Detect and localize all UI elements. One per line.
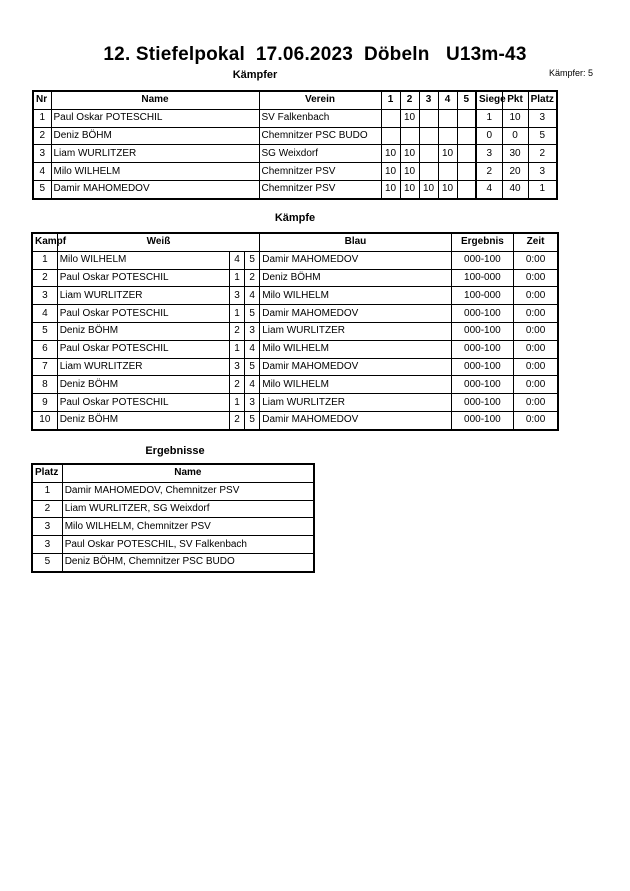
fighter-score-2: 10 <box>400 163 419 181</box>
bout-blau: Milo WILHELM <box>260 287 451 305</box>
bout-weiss: Liam WURLITZER <box>57 287 229 305</box>
col-verein: Verein <box>259 91 381 109</box>
fighter-platz: 1 <box>528 180 557 198</box>
bout-blau-nr: 3 <box>245 394 260 412</box>
col-k2: 2 <box>400 91 419 109</box>
bout-blau: Liam WURLITZER <box>260 322 451 340</box>
fighter-score-5 <box>457 163 476 181</box>
fighter-score-1: 10 <box>381 145 400 163</box>
col-result-platz: Platz <box>32 464 62 482</box>
fighter-nr: 4 <box>33 163 51 181</box>
fighter-score-1 <box>381 127 400 145</box>
fighter-score-4 <box>438 127 457 145</box>
fighter-name: Milo WILHELM <box>51 163 259 181</box>
table-row <box>33 109 557 127</box>
table-row <box>32 518 314 536</box>
bouts-heading: Kämpfe <box>274 212 316 224</box>
bout-weiss: Paul Oskar POTESCHIL <box>57 269 229 287</box>
bout-blau: Damir MAHOMEDOV <box>260 251 451 269</box>
bout-blau-nr: 4 <box>245 376 260 394</box>
table-row <box>32 269 558 287</box>
bout-nr: 10 <box>32 411 57 429</box>
bout-nr: 1 <box>32 251 57 269</box>
bout-blau: Damir MAHOMEDOV <box>260 358 451 376</box>
fighter-name: Paul Oskar POTESCHIL <box>51 109 259 127</box>
bouts-table <box>31 232 559 431</box>
result-platz: 3 <box>32 518 62 536</box>
bout-blau-nr: 5 <box>245 251 260 269</box>
fighter-score-4: 10 <box>438 145 457 163</box>
fighter-score-2: 10 <box>400 180 419 198</box>
bout-blau: Damir MAHOMEDOV <box>260 411 451 429</box>
bout-nr: 8 <box>32 376 57 394</box>
col-siege: Siege <box>476 91 502 109</box>
result-name: Paul Oskar POTESCHIL, SV Falkenbach <box>62 536 314 554</box>
fighter-score-2: 10 <box>400 109 419 127</box>
bout-blau-nr: 3 <box>245 322 260 340</box>
results-table <box>31 463 315 573</box>
bout-zeit: 0:00 <box>514 305 558 323</box>
bout-ergebnis: 100-000 <box>451 287 513 305</box>
bout-weiss: Deniz BÖHM <box>57 322 229 340</box>
bout-nr: 9 <box>32 394 57 412</box>
bout-blau-nr: 5 <box>245 305 260 323</box>
fighter-pkt: 20 <box>502 163 528 181</box>
fighter-score-5 <box>457 127 476 145</box>
bout-weiss-nr: 3 <box>229 358 244 376</box>
bout-nr: 6 <box>32 340 57 358</box>
fighter-score-3 <box>419 127 438 145</box>
bout-blau: Deniz BÖHM <box>260 269 451 287</box>
table-row <box>33 127 557 145</box>
fighter-verein: SV Falkenbach <box>259 109 381 127</box>
fighter-verein: Chemnitzer PSC BUDO <box>259 127 381 145</box>
table-row <box>32 376 558 394</box>
bout-zeit: 0:00 <box>514 394 558 412</box>
bout-weiss-nr: 1 <box>229 394 244 412</box>
fighter-score-3 <box>419 145 438 163</box>
bout-weiss-nr: 2 <box>229 411 244 429</box>
bout-blau-nr: 2 <box>245 269 260 287</box>
bout-weiss-nr: 1 <box>229 269 244 287</box>
bout-zeit: 0:00 <box>514 251 558 269</box>
table-row <box>32 358 558 376</box>
table-row <box>32 411 558 429</box>
fighter-siege: 0 <box>476 127 502 145</box>
bout-nr: 5 <box>32 322 57 340</box>
fighter-score-5 <box>457 180 476 198</box>
bout-blau-nr: 5 <box>245 411 260 429</box>
bout-ergebnis: 000-100 <box>451 340 513 358</box>
result-platz: 3 <box>32 536 62 554</box>
fighter-score-3 <box>419 109 438 127</box>
page-title: 12. Stiefelpokal 17.06.2023 Döbeln U13m-43 <box>103 44 527 65</box>
bout-nr: 2 <box>32 269 57 287</box>
table-row <box>32 482 314 500</box>
bout-weiss: Paul Oskar POTESCHIL <box>57 394 229 412</box>
bout-weiss: Deniz BÖHM <box>57 411 229 429</box>
fighter-verein: SG Weixdorf <box>259 145 381 163</box>
bout-ergebnis: 000-100 <box>451 376 513 394</box>
table-row <box>33 163 557 181</box>
fighter-pkt: 10 <box>502 109 528 127</box>
fighter-verein: Chemnitzer PSV <box>259 180 381 198</box>
fighter-name: Damir MAHOMEDOV <box>51 180 259 198</box>
result-name: Damir MAHOMEDOV, Chemnitzer PSV <box>62 482 314 500</box>
fighter-nr: 1 <box>33 109 51 127</box>
fighter-verein: Chemnitzer PSV <box>259 163 381 181</box>
fighter-name: Deniz BÖHM <box>51 127 259 145</box>
fighter-nr: 3 <box>33 145 51 163</box>
fighter-nr: 5 <box>33 180 51 198</box>
fighter-score-1: 10 <box>381 163 400 181</box>
fighter-score-3 <box>419 163 438 181</box>
result-platz: 1 <box>32 482 62 500</box>
fighter-siege: 4 <box>476 180 502 198</box>
result-name: Deniz BÖHM, Chemnitzer PSC BUDO <box>62 553 314 571</box>
bout-weiss: Deniz BÖHM <box>57 376 229 394</box>
bout-weiss: Paul Oskar POTESCHIL <box>57 305 229 323</box>
bout-blau-nr: 4 <box>245 340 260 358</box>
table-row <box>32 553 314 571</box>
bout-ergebnis: 000-100 <box>451 358 513 376</box>
table-row <box>32 394 558 412</box>
bout-blau-nr: 4 <box>245 287 260 305</box>
col-ergebnis: Ergebnis <box>451 233 513 251</box>
fighters-header-row <box>33 91 557 109</box>
result-name: Liam WURLITZER, SG Weixdorf <box>62 500 314 518</box>
table-row <box>32 536 314 554</box>
col-weiss: Weiß <box>57 233 260 251</box>
result-name: Milo WILHELM, Chemnitzer PSV <box>62 518 314 536</box>
bout-blau: Liam WURLITZER <box>260 394 451 412</box>
fighter-pkt: 0 <box>502 127 528 145</box>
col-result-name: Name <box>62 464 314 482</box>
fighter-platz: 3 <box>528 163 557 181</box>
fighter-score-4: 10 <box>438 180 457 198</box>
fighter-siege: 2 <box>476 163 502 181</box>
col-k1: 1 <box>381 91 400 109</box>
fighter-score-3: 10 <box>419 180 438 198</box>
col-name: Name <box>51 91 259 109</box>
fighters-count: Kämpfer: 5 <box>549 68 594 78</box>
table-row <box>32 500 314 518</box>
results-heading: Ergebnisse <box>145 445 205 457</box>
table-row <box>32 340 558 358</box>
bout-blau: Milo WILHELM <box>260 376 451 394</box>
bout-ergebnis: 000-100 <box>451 394 513 412</box>
col-zeit: Zeit <box>514 233 558 251</box>
fighter-score-4 <box>438 109 457 127</box>
bout-nr: 7 <box>32 358 57 376</box>
col-kampf: Kampf <box>32 233 57 251</box>
fighter-name: Liam WURLITZER <box>51 145 259 163</box>
col-platz: Platz <box>528 91 557 109</box>
bout-blau: Damir MAHOMEDOV <box>260 305 451 323</box>
fighter-platz: 5 <box>528 127 557 145</box>
col-k5: 5 <box>457 91 476 109</box>
bout-zeit: 0:00 <box>514 287 558 305</box>
table-row <box>32 287 558 305</box>
bout-zeit: 0:00 <box>514 376 558 394</box>
fighter-nr: 2 <box>33 127 51 145</box>
bout-weiss-nr: 2 <box>229 322 244 340</box>
bouts-header-row <box>32 233 558 251</box>
col-k4: 4 <box>438 91 457 109</box>
bout-blau-nr: 5 <box>245 358 260 376</box>
fighter-score-1: 10 <box>381 180 400 198</box>
table-row <box>33 145 557 163</box>
table-row <box>32 322 558 340</box>
bout-weiss: Milo WILHELM <box>57 251 229 269</box>
bout-zeit: 0:00 <box>514 411 558 429</box>
bout-zeit: 0:00 <box>514 358 558 376</box>
table-row <box>33 180 557 198</box>
bout-ergebnis: 100-000 <box>451 269 513 287</box>
fighter-score-5 <box>457 109 476 127</box>
fighter-score-2 <box>400 127 419 145</box>
fighters-heading: Kämpfer <box>232 69 278 81</box>
fighter-pkt: 30 <box>502 145 528 163</box>
bout-weiss-nr: 3 <box>229 287 244 305</box>
bout-zeit: 0:00 <box>514 340 558 358</box>
table-row <box>32 305 558 323</box>
bout-ergebnis: 000-100 <box>451 322 513 340</box>
bout-zeit: 0:00 <box>514 269 558 287</box>
fighter-score-4 <box>438 163 457 181</box>
fighters-table <box>32 90 558 200</box>
col-blau: Blau <box>260 233 451 251</box>
fighter-platz: 2 <box>528 145 557 163</box>
bout-weiss: Paul Oskar POTESCHIL <box>57 340 229 358</box>
fighter-score-2: 10 <box>400 145 419 163</box>
table-row <box>32 251 558 269</box>
bout-nr: 4 <box>32 305 57 323</box>
bout-ergebnis: 000-100 <box>451 305 513 323</box>
fighter-siege: 3 <box>476 145 502 163</box>
bout-weiss-nr: 2 <box>229 376 244 394</box>
bout-nr: 3 <box>32 287 57 305</box>
result-platz: 5 <box>32 553 62 571</box>
fighter-siege: 1 <box>476 109 502 127</box>
bout-weiss-nr: 1 <box>229 340 244 358</box>
bout-ergebnis: 000-100 <box>451 411 513 429</box>
col-k3: 3 <box>419 91 438 109</box>
bout-weiss-nr: 1 <box>229 305 244 323</box>
bout-weiss: Liam WURLITZER <box>57 358 229 376</box>
col-pkt: Pkt <box>502 91 528 109</box>
fighter-score-5 <box>457 145 476 163</box>
result-platz: 2 <box>32 500 62 518</box>
fighter-platz: 3 <box>528 109 557 127</box>
bout-blau: Milo WILHELM <box>260 340 451 358</box>
bout-ergebnis: 000-100 <box>451 251 513 269</box>
fighter-score-1 <box>381 109 400 127</box>
fighter-pkt: 40 <box>502 180 528 198</box>
col-nr: Nr <box>33 91 51 109</box>
bout-weiss-nr: 4 <box>229 251 244 269</box>
bout-zeit: 0:00 <box>514 322 558 340</box>
results-header-row <box>32 464 314 482</box>
